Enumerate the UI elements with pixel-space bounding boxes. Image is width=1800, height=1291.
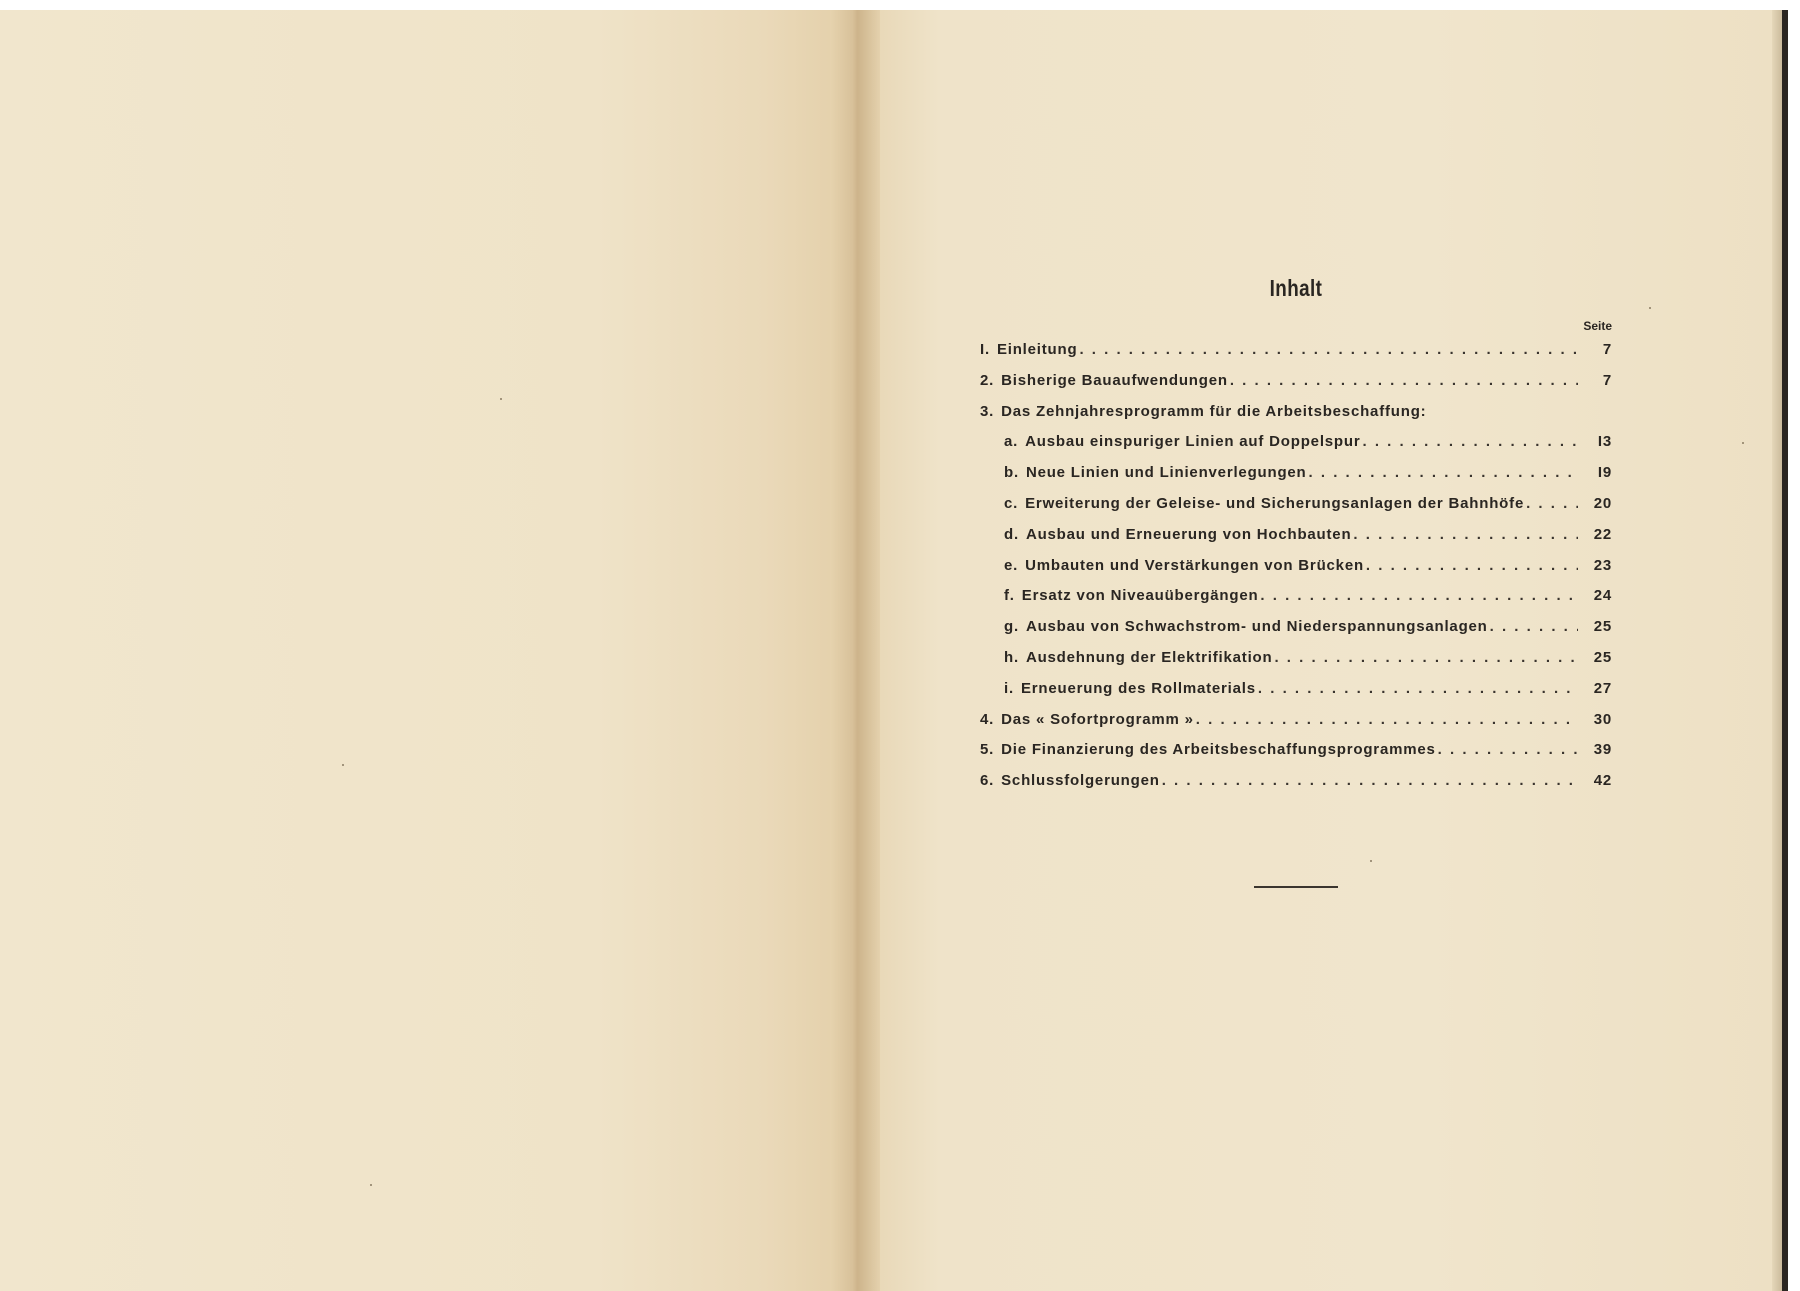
toc-entry-page: I3 (1597, 433, 1612, 451)
toc-entry-page: 42 (1593, 772, 1612, 790)
left-page-blank (0, 10, 850, 1291)
dot-leader (1162, 772, 1578, 789)
dot-leader (1366, 557, 1578, 574)
paper-speck (1742, 442, 1744, 444)
toc-entry-number: a. (1004, 433, 1019, 451)
toc-subentry (1004, 433, 1612, 455)
toc-subentry (1004, 495, 1612, 517)
toc-entry-page: 7 (1602, 371, 1612, 389)
toc-entry-title: Erweiterung der Geleise- und Sicherungsanlagen der Bahnhöfe (1025, 495, 1525, 512)
toc-entry-number: e. (1004, 556, 1019, 574)
toc-entry-title: Ausbau von Schwachstrom- und Niederspannungsanlagen (1025, 618, 1488, 636)
toc-entry-number: 5. (980, 741, 995, 759)
toc-entry-title: Erneuerung des Rollmaterials (1020, 679, 1256, 697)
toc-entry (980, 341, 1612, 363)
toc-entry-number: i. (1004, 679, 1014, 697)
toc-subentry (1004, 587, 1612, 609)
toc-entry-number: 4. (980, 710, 995, 728)
toc-entry-title: Bisherige Bauaufwendungen (1001, 371, 1228, 389)
toc-entry-number: f. (1004, 587, 1015, 605)
open-book (0, 10, 1788, 1291)
toc-entry-number: h. (1004, 649, 1019, 666)
toc-entry (980, 741, 1612, 763)
dot-leader (1490, 618, 1578, 635)
toc-entry-number: 3. (980, 402, 995, 420)
dot-leader (1079, 341, 1578, 358)
toc-entry-page: 22 (1593, 525, 1612, 543)
dot-leader (1438, 741, 1578, 758)
toc-entry (980, 403, 1612, 425)
dot-leader (1196, 711, 1578, 728)
dot-leader (1260, 587, 1578, 604)
toc-subentry (1004, 464, 1612, 486)
toc-entry-number: d. (1004, 525, 1019, 543)
toc-entry-page: 25 (1593, 649, 1612, 666)
toc-entry-number: 6. (980, 772, 995, 790)
toc-entry-title: Umbauten und Verstärkungen von Brücken (1025, 556, 1364, 574)
toc-entry-title: Das Zehnjahresprogramm für die Arbeitsbeschaffung: (1001, 402, 1427, 420)
toc-entry-title: Das « Sofortprogramm » (1001, 710, 1194, 728)
toc-entry-page: I9 (1597, 464, 1612, 482)
toc-entry-page: 24 (1593, 587, 1612, 605)
toc-entry-page: 23 (1593, 556, 1612, 574)
toc-subentry (1004, 618, 1612, 640)
toc-entry-title: Einleitung (996, 341, 1078, 358)
dot-leader (1363, 433, 1579, 450)
closing-rule (1254, 886, 1338, 888)
dot-leader (1309, 464, 1578, 481)
paper-speck (370, 1184, 372, 1186)
paper-speck (342, 764, 344, 766)
toc-entry-number: 2. (980, 371, 995, 389)
toc-entry-page: 30 (1593, 710, 1612, 728)
toc-entry-number: I. (980, 341, 990, 358)
paper-speck (500, 398, 502, 400)
toc-entry (980, 772, 1612, 794)
toc-entry-number: b. (1004, 464, 1019, 482)
toc-entry-number: g. (1004, 618, 1019, 636)
toc-entry-page: 27 (1593, 679, 1612, 697)
paper-speck (1649, 307, 1651, 309)
toc-subentry (1004, 649, 1612, 671)
dot-leader (1353, 526, 1578, 543)
toc-entry-title: Ausbau und Erneuerung von Hochbauten (1025, 525, 1352, 543)
book-gutter (830, 10, 880, 1291)
toc-entry-page: 25 (1593, 618, 1612, 636)
dot-leader (1274, 649, 1578, 666)
toc-entry (980, 372, 1612, 394)
paper-speck (1370, 860, 1372, 862)
toc-entry-title: Ausdehnung der Elektrifikation (1025, 649, 1273, 666)
page-column-header: Seite (1583, 319, 1612, 333)
toc-subentry (1004, 557, 1612, 579)
toc-entry-title: Die Finanzierung des Arbeitsbeschaffungsprogrammes (1001, 741, 1436, 759)
toc-entry-title: Schlussfolgerungen (1001, 772, 1160, 790)
toc-entry-title: Ausbau einspuriger Linien auf Doppelspur (1025, 433, 1361, 451)
toc-subentry (1004, 526, 1612, 548)
toc-entry-title: Ersatz von Niveauübergängen (1021, 587, 1259, 605)
toc-entry-page: 20 (1593, 495, 1612, 512)
dot-leader (1230, 372, 1578, 389)
cover-edge (1782, 10, 1788, 1291)
toc-entry-number: c. (1004, 495, 1019, 512)
toc-entry-page: 7 (1602, 341, 1612, 358)
toc-entry-title: Neue Linien und Linienverlegungen (1025, 464, 1307, 482)
dot-leader (1526, 495, 1578, 512)
dot-leader (1258, 680, 1578, 697)
toc-subentry (1004, 680, 1612, 702)
toc-entry (980, 711, 1612, 733)
toc-entry-page: 39 (1593, 741, 1612, 759)
page-edge (1772, 10, 1782, 1291)
toc-title: Inhalt (1269, 275, 1323, 301)
